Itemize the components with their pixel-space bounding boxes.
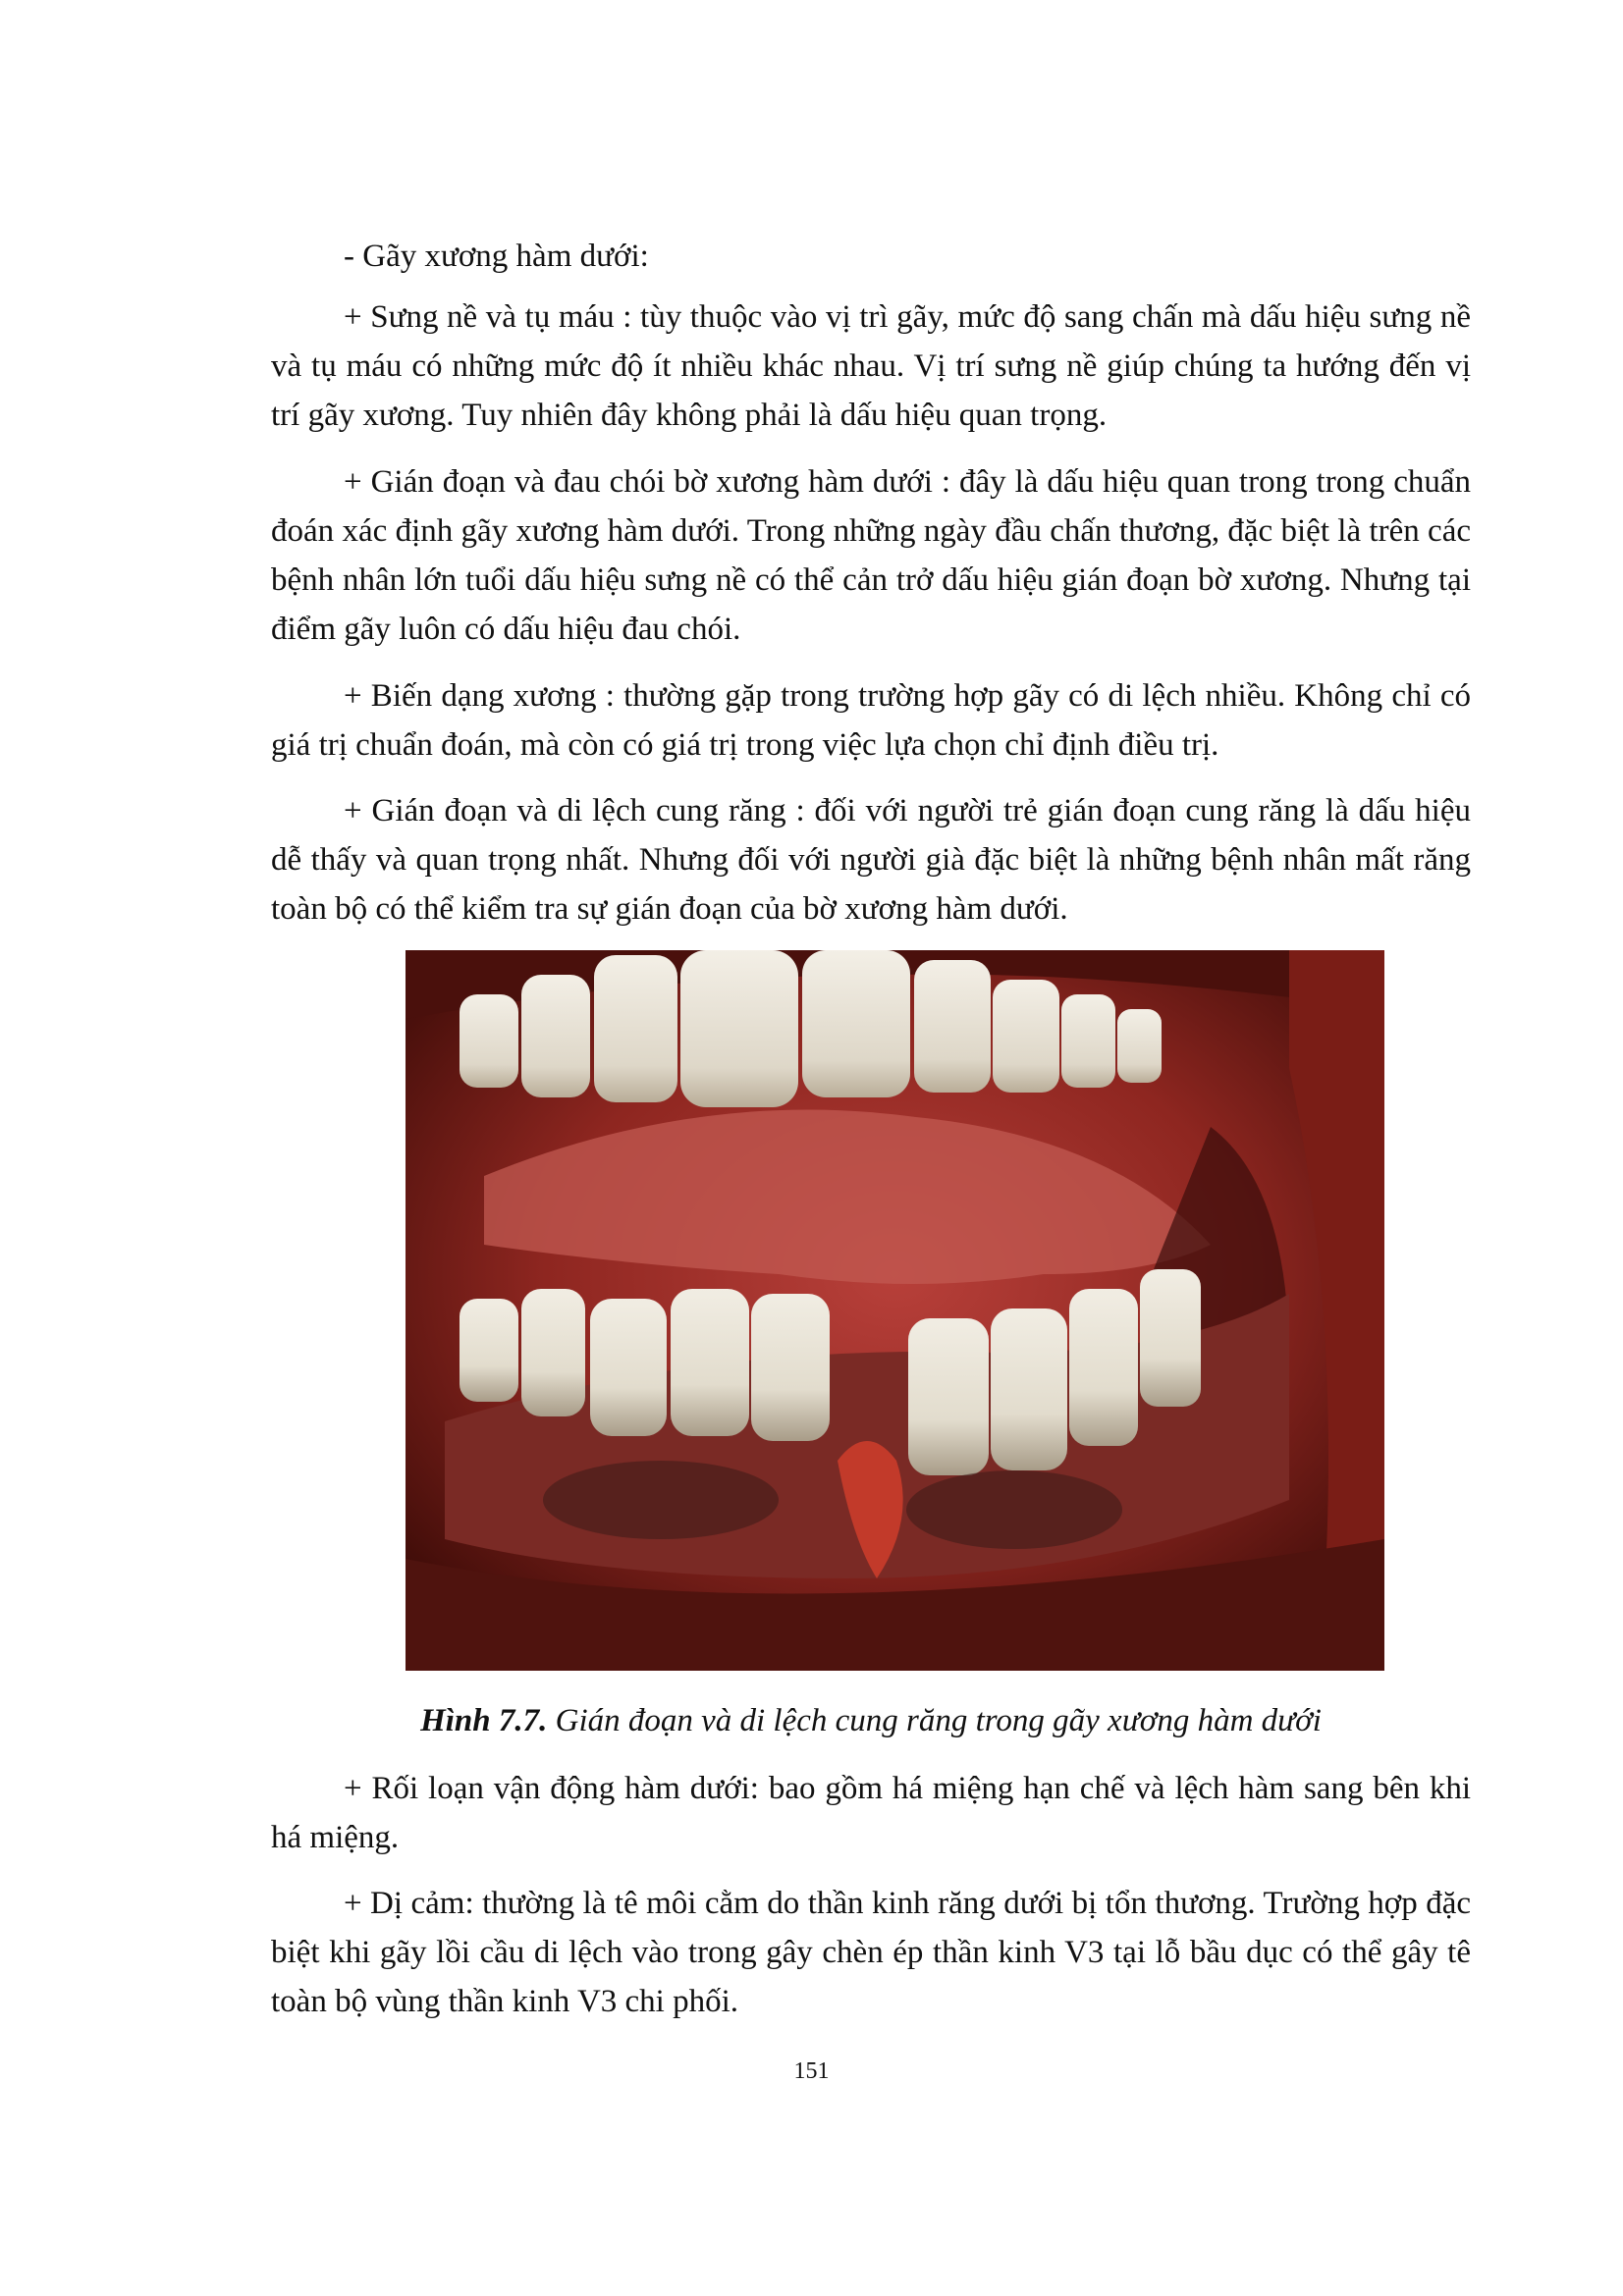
paragraph-dental-arch: + Gián đoạn và di lệch cung răng : đối với người trẻ gián đoạn cung răng là dấu hiệu dễ thấy và quan trọng nhất. Nhưng đối với người già đặc biệt là những bệnh nhân mất răng toàn bộ có thể kiểm tra sự gián đoạn của bờ xương hàm dưới. — [271, 793, 1471, 927]
paragraph-deformity: + Biến dạng xương : thường gặp trong trường hợp gãy có di lệch nhiều. Không chỉ có giá trị chuẩn đoán, mà còn có giá trị trong việc lựa chọn chỉ định điều trị. — [271, 678, 1471, 763]
section-heading: - Gãy xương hàm dưới: — [344, 239, 649, 274]
figure-photo-dental-arch — [406, 950, 1384, 1671]
figure-caption — [271, 1696, 1471, 1745]
paragraph-swelling: + Sưng nề và tụ máu : tùy thuộc vào vị trì gãy, mức độ sang chấn mà dấu hiệu sưng nề và tụ máu có những mức độ ít nhiều khác nhau. Vị trí sưng nề giúp chúng ta hướng đến vị trí gãy xương. Tuy nhiên đây không phải là dấu hiệu quan trọng. — [271, 299, 1471, 433]
paragraph-paresthesia: + Dị cảm: thường là tê môi cằm do thần kinh răng dưới bị tổn thương. Trường hợp đặc biệt khi gãy lồi cầu di lệch vào trong gây chèn ép thần kinh V3 tại lỗ bầu dục có thể gây tê toàn bộ vùng thần kinh V3 chi phối. — [271, 1886, 1471, 2019]
paragraph-discontinuity-pain: + Gián đoạn và đau chói bờ xương hàm dưới : đây là dấu hiệu quan trong trong chuẩn đoán xác định gãy xương hàm dưới. Trong những ngày đầu chấn thương, đặc biệt là trên các bệnh nhân lớn tuổi dấu hiệu sưng nề có thể cản trở dấu hiệu gián đoạn bờ xương. Nhưng tại điểm gãy luôn có dấu hiệu đau chói. — [271, 464, 1471, 647]
figure-caption-text: Gián đoạn và di lệch cung răng trong gãy xương hàm dưới — [547, 1703, 1322, 1738]
figure-caption-label: Hình 7.7. — [420, 1703, 548, 1738]
clinical-photo-illustration — [406, 950, 1384, 1671]
page-number: 151 — [793, 2058, 830, 2084]
paragraph-motor-disorder: + Rối loạn vận động hàm dưới: bao gồm há miệng hạn chế và lệch hàm sang bên khi há miệng. — [271, 1771, 1471, 1855]
